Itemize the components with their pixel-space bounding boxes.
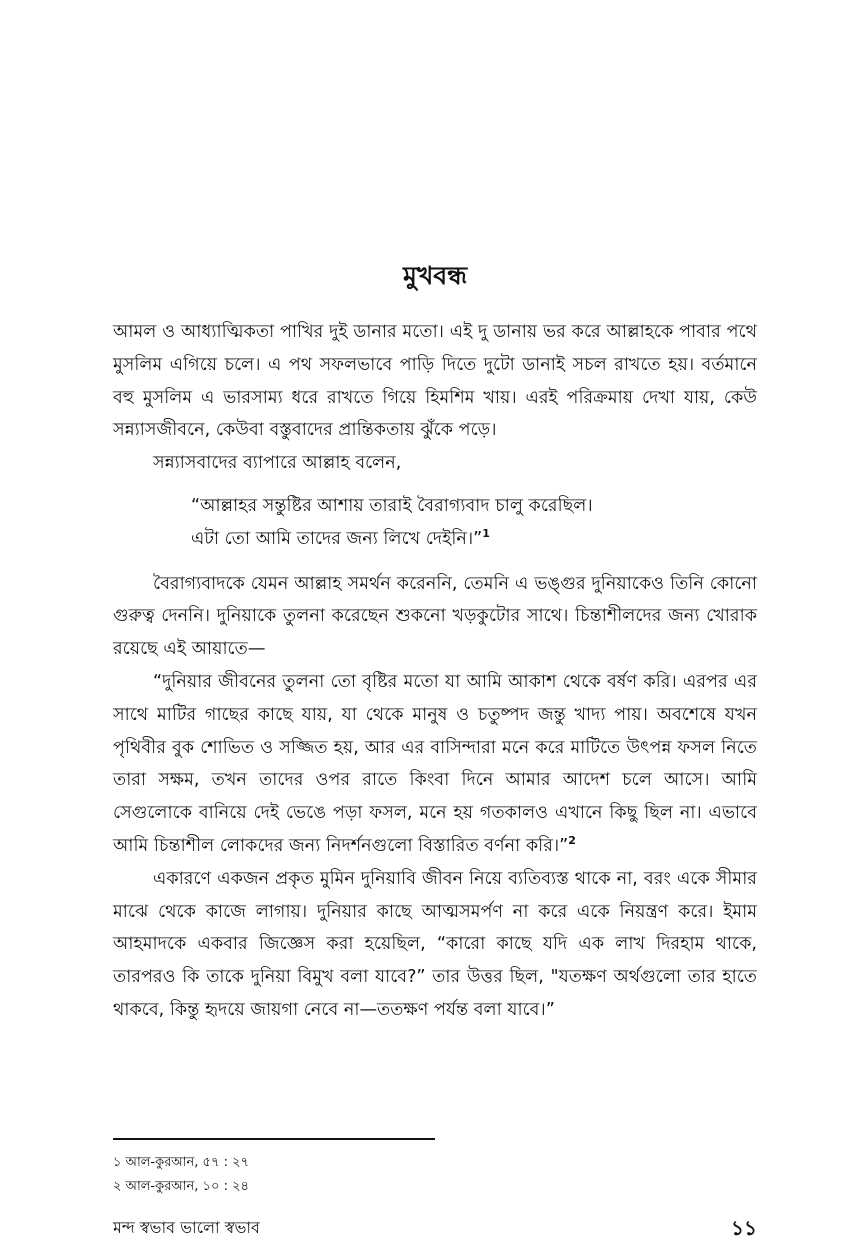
page-number: ১১	[731, 1216, 757, 1240]
running-footer	[113, 1213, 757, 1243]
footnotes	[113, 1151, 757, 1199]
body-text	[113, 316, 757, 1027]
footnote-divider	[113, 1138, 435, 1140]
quote-line-1: “আল্লাহর সন্তুষ্টির আশায় তারাই বৈরাগ্যবাদ চালু করেছিল।	[191, 495, 593, 516]
quran-quote-block	[191, 490, 757, 556]
paragraph-ayah-quote-text: “দুনিয়ার জীবনের তুলনা তো বৃষ্টির মতো যা আমি আকাশ থেকে বর্ষণ করি। এরপর এর সাথে মাটির গাছের কাছে যায়, যা থেকে মানুষ ও চতুষ্পদ জন্তু খাদ্য পায়। অবশেষে যখন পৃথিবীর বুক শোভিত ও সজ্জিত হয়, আর এর বাসিন্দারা মনে করে মাটিতে উৎপন্ন ফসল নিতে তারা সক্ষম, তখন তাদের ওপর রাতে কিংবা দিনে আমার আদেশ চলে আসে। আমি সেগুলোকে বানিয়ে দেই ভেঙে পড়া ফসল, মনে হয় গতকালও এখানে কিছু ছিল না। এভাবে আমি চিন্তাশীল লোকদের জন্য নিদর্শনগুলো বিস্তারিত বর্ণনা করি।”	[113, 671, 757, 856]
footnote-1: ১ আল-কুরআন, ৫৭ : ২৭	[113, 1155, 249, 1170]
footnote-marker-2: 2	[568, 834, 576, 848]
paragraph-intro: আমল ও আধ্যাত্মিকতা পাখির দুই ডানার মতো। এই দু ডানায় ভর করে আল্লাহকে পাবার পথে মুসলিম এগিয়ে চলে। এ পথ সফলভাবে পাড়ি দিতে দুটো ডানাই সচল রাখতে হয়। বর্তমানে বহু মুসলিম এ ভারসাম্য ধরে রাখতে গিয়ে হিমশিম খায়। এরই পরিক্রমায় দেখা যায়, কেউ সন্ন্যাসজীবনে, কেউবা বস্তুবাদের প্রান্তিকতায় ঝুঁকে পড়ে।	[113, 322, 757, 441]
footnote-2: ২ আল-কুরআন, ১০ : ২৪	[113, 1179, 249, 1194]
paragraph-conclusion: একারণে একজন প্রকৃত মুমিন দুনিয়াবি জীবন নিয়ে ব্যতিব্যস্ত থাকে না, বরং একে সীমার মাঝে থেকে কাজে লাগায়। দুনিয়ার কাছে আত্মসমর্পণ না করে একে নিয়ন্ত্রণ করে। ইমাম আহমাদকে একবার জিজ্ঞেস করা হয়েছিল, “কারো কাছে যদি এক লাখ দিরহাম থাকে, তারপরও কি তাকে দুনিয়া বিমুখ বলা যাবে?” তার উত্তর ছিল, "যতক্ষণ অর্থগুলো তার হাতে থাকবে, কিন্তু হৃদয়ে জায়গা নেবে না—ততক্ষণ পর্যন্ত বলা যাবে।”	[113, 868, 757, 1020]
document-page	[113, 0, 757, 1259]
paragraph-lead-in: সন্ন্যাসবাদের ব্যাপারে আল্লাহ বলেন,	[153, 453, 402, 474]
footnote-marker-1: 1	[482, 526, 490, 540]
quote-line-2	[191, 523, 757, 556]
paragraph-ayah-quote	[113, 666, 757, 863]
chapter-heading: মুখবন্ধ	[402, 261, 467, 290]
footer-book-title: মন্দ স্বভাব ভালো স্বভাব	[113, 1218, 260, 1237]
quote-line-2-text: এটা তো আমি তাদের জন্য লিখে দেইনি।”	[191, 528, 483, 549]
paragraph-comparison: বৈরাগ্যবাদকে যেমন আল্লাহ সমর্থন করেননি, তেমনি এ ভঙ্গুর দুনিয়াকেও তিনি কোনো গুরুত্ব দেননি। দুনিয়াকে তুলনা করেছেন শুকনো খড়কুটোর সাথে। চিন্তাশীলদের জন্য খোরাক রয়েছে এই আয়াতে—	[113, 573, 757, 660]
